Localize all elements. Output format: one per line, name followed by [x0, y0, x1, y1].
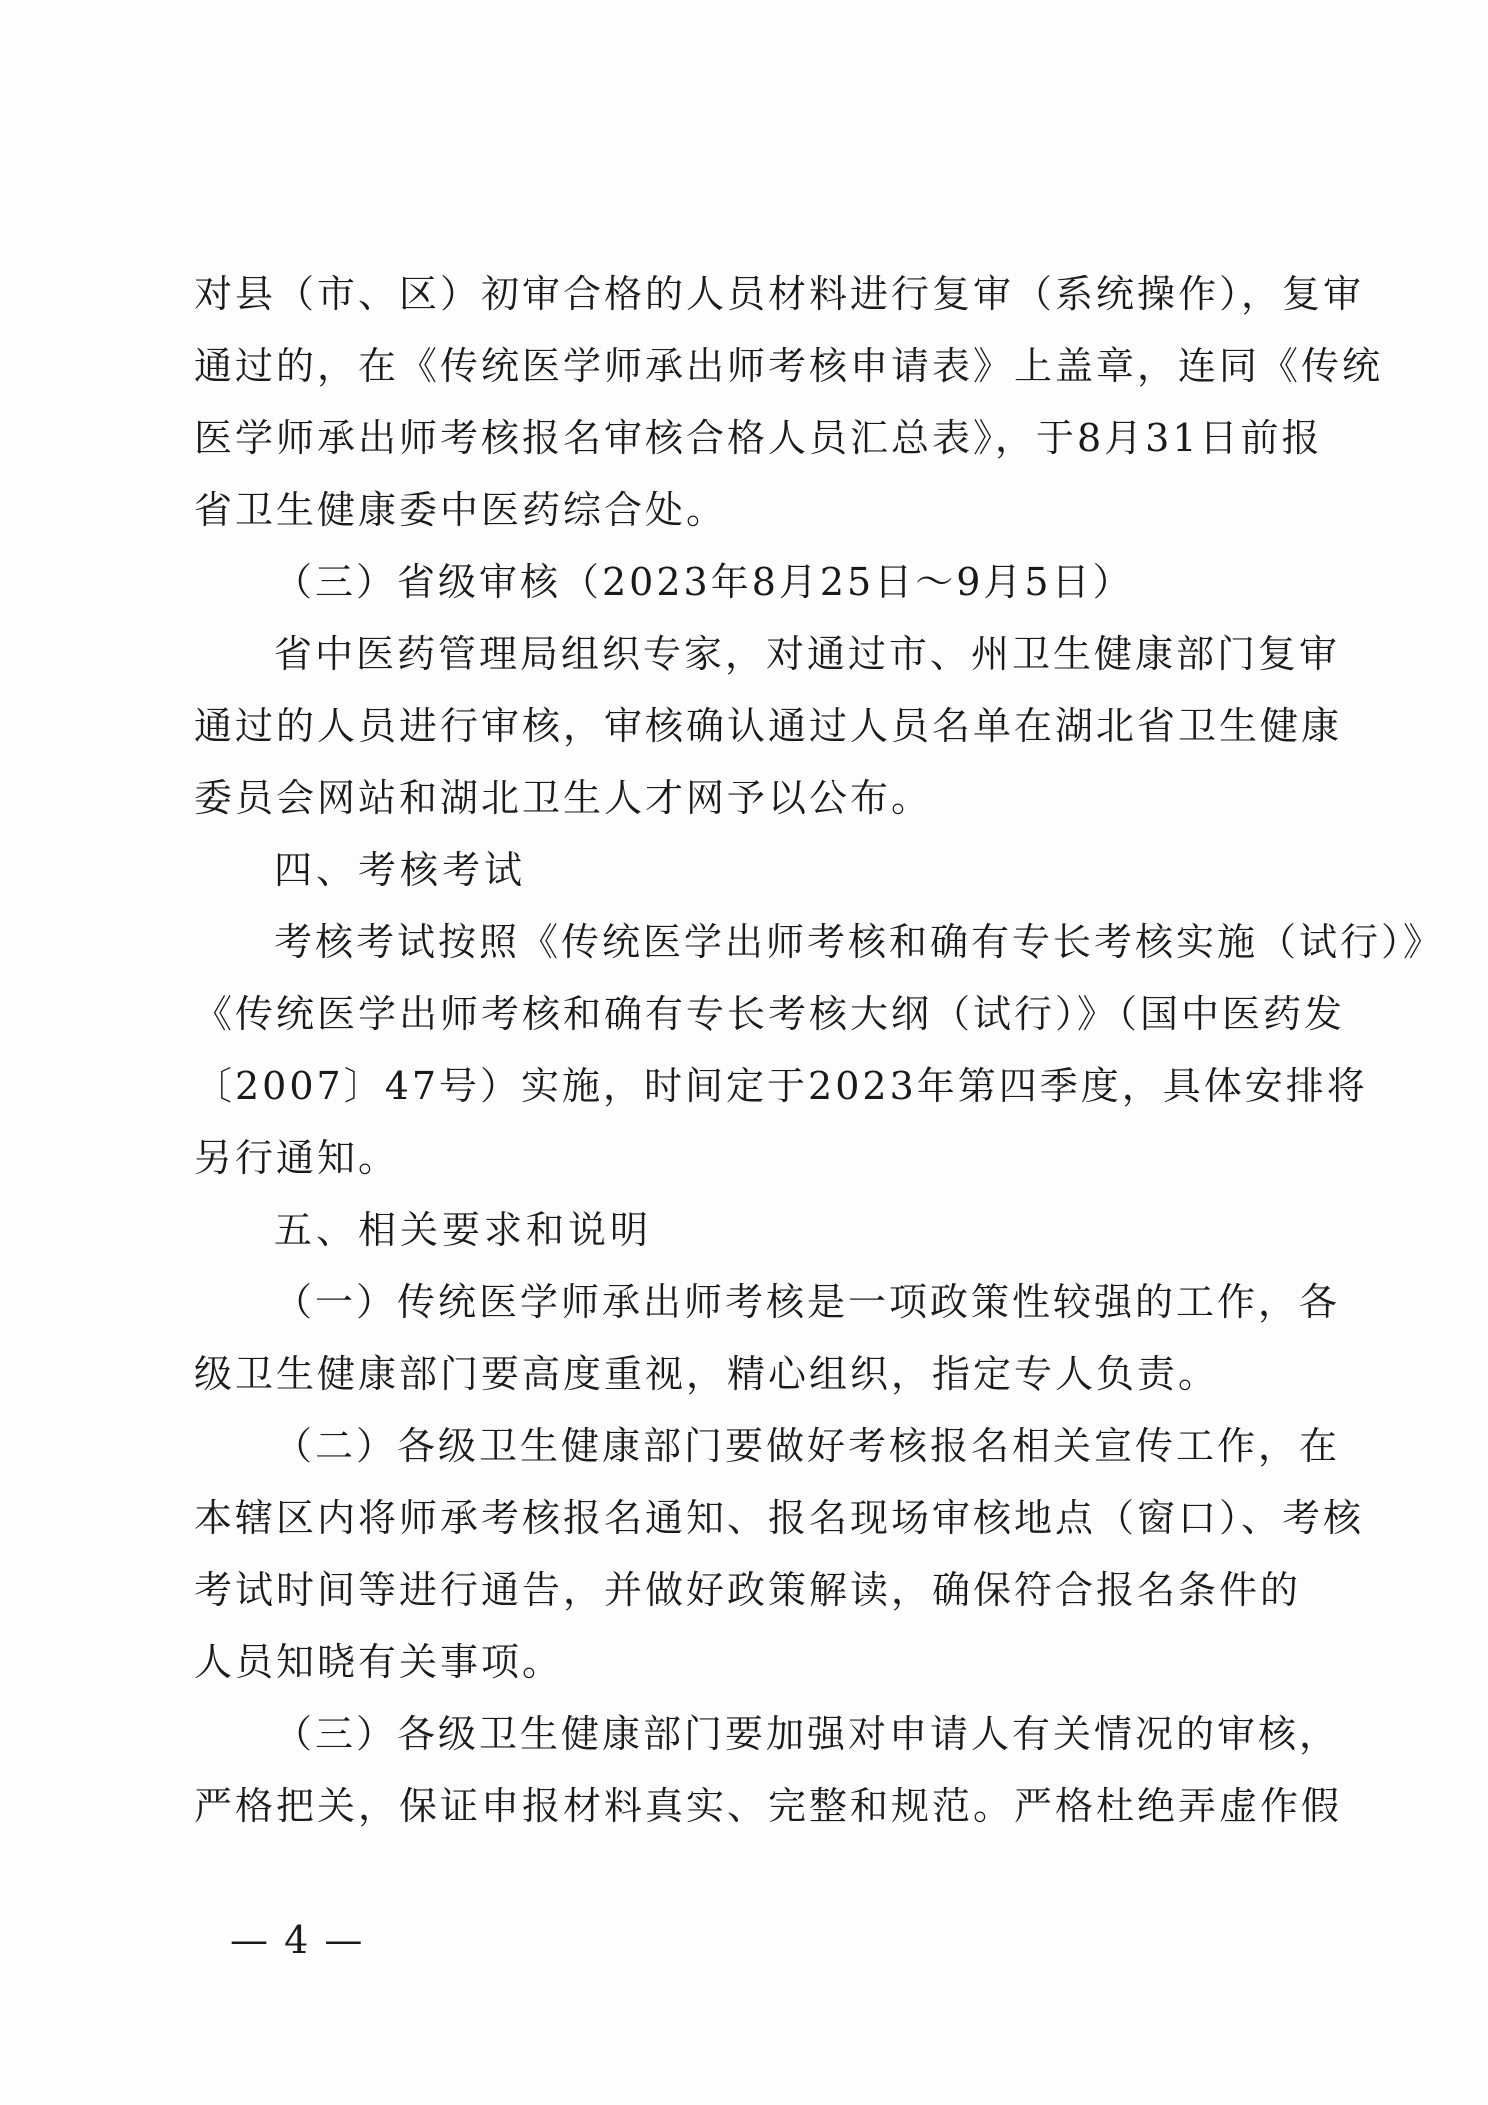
body-line: （一）传统医学师承出师考核是一项政策性较强的工作，各 — [274, 1280, 1341, 1324]
section-heading-requirements: 五、相关要求和说明 — [274, 1208, 653, 1252]
body-line: 《传统医学出师考核和确有专长考核大纲（试行）》（国中医药发 — [194, 992, 1346, 1036]
body-line: 〔2007〕47号）实施，时间定于2023年第四季度，具体安排将 — [194, 1064, 1368, 1108]
subsection-heading-provincial-review: （三）省级审核（2023年8月25日～9月5日） — [274, 560, 1134, 604]
body-line: 对县（市、区）初审合格的人员材料进行复审（系统操作），复审 — [194, 272, 1365, 316]
body-line: 人员知晓有关事项。 — [194, 1640, 564, 1684]
body-line: 本辖区内将师承考核报名通知、报名现场审核地点（窗口）、考核 — [194, 1496, 1365, 1540]
body-line: 省卫生健康委中医药综合处。 — [194, 488, 728, 532]
section-heading-exam: 四、考核考试 — [274, 848, 527, 892]
body-line: 级卫生健康部门要高度重视，精心组织，指定专人负责。 — [194, 1352, 1220, 1396]
body-line: 考核考试按照《传统医学出师考核和确有专长考核实施（试行）》 — [274, 920, 1445, 964]
body-line: 严格把关，保证申报材料真实、完整和规范。严格杜绝弄虚作假 — [194, 1784, 1343, 1828]
body-line: 另行通知。 — [194, 1136, 400, 1180]
body-line: 通过的人员进行审核，审核确认通过人员名单在湖北省卫生健康 — [194, 704, 1343, 748]
body-line: （三）各级卫生健康部门要加强对申请人有关情况的审核， — [274, 1712, 1341, 1756]
body-line: 医学师承出师考核报名审核合格人员汇总表》，于8月31日前报 — [194, 416, 1323, 460]
body-line: 考试时间等进行通告，并做好政策解读，确保符合报名条件的 — [194, 1568, 1302, 1612]
body-line: （二）各级卫生健康部门要做好考核报名相关宣传工作，在 — [274, 1424, 1341, 1468]
body-line: 省中医药管理局组织专家，对通过市、州卫生健康部门复审 — [274, 632, 1341, 676]
body-line: 委员会网站和湖北卫生人才网予以公布。 — [194, 776, 933, 820]
page-number: — 4 — — [230, 1918, 365, 1962]
body-line: 通过的，在《传统医学师承出师考核申请表》上盖章，连同《传统 — [194, 344, 1384, 388]
document-body — [194, 258, 1445, 1842]
